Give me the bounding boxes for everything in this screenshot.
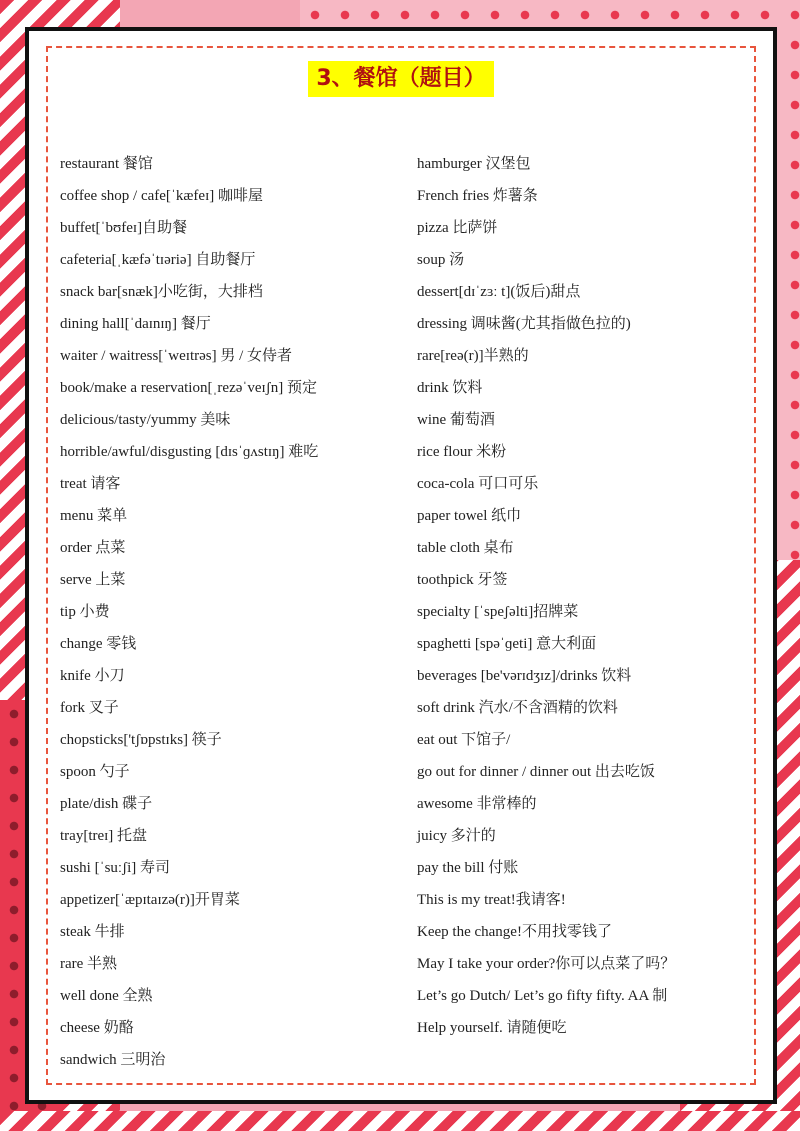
vocab-entry: rice flour 米粉 [417,444,507,460]
vocab-entry: dining hall[ˈdaɪnɪŋ] 餐厅 [60,316,211,332]
page-title: 3、餐馆（题目） [308,61,493,97]
vocab-entry: Help yourself. 请随便吃 [417,1020,567,1036]
vocab-entry: awesome 非常棒的 [417,796,537,812]
vocab-entry: chopsticks['tʃɒpstɪks] 筷子 [60,732,222,748]
vocab-entry: knife 小刀 [60,668,125,684]
vocab-entry: This is my treat!我请客! [417,892,566,908]
vocab-entry: hamburger 汉堡包 [417,156,531,172]
vocab-entry: coca-cola 可口可乐 [417,476,539,492]
vocab-entry: tip 小费 [60,604,110,620]
vocab-entry: cafeteria[ˌkæfəˈtɪəriə] 自助餐厅 [60,252,256,268]
vocab-entry: dressing 调味酱(尤其指做色拉的) [417,316,631,332]
vocab-entry: serve 上菜 [60,572,126,588]
vocab-entry: soup 汤 [417,252,465,268]
vocab-column-right [417,148,757,1044]
vocab-entry: tray[treɪ] 托盘 [60,828,148,844]
vocab-entry: steak 牛排 [60,924,125,940]
vocab-entry: plate/dish 碟子 [60,796,153,812]
vocab-entry: menu 菜单 [60,508,128,524]
vocab-entry: go out for dinner / dinner out 出去吃饭 [417,764,655,780]
vocab-entry: soft drink 汽水/不含酒精的饮料 [417,700,618,716]
vocab-entry: eat out 下馆子/ [417,732,511,748]
vocab-entry: Let’s go Dutch/ Let’s go fifty fifty. AA 制 [417,988,668,1004]
vocab-entry: toothpick 牙签 [417,572,508,588]
vocab-entry: drink 饮料 [417,380,483,396]
vocab-entry: order 点菜 [60,540,126,556]
vocab-entry: sushi [ˈsuːʃi] 寿司 [60,860,170,876]
vocab-entry: dessert[dɪˈzɜː t](饭后)甜点 [417,284,581,300]
vocab-entry: appetizer[ˈæpɪtaɪzə(r)]开胃菜 [60,892,240,908]
vocab-entry: French fries 炸薯条 [417,188,538,204]
vocab-entry: spoon 勺子 [60,764,130,780]
vocab-entry: delicious/tasty/yummy 美味 [60,412,231,428]
vocab-entry: pizza 比萨饼 [417,220,498,236]
vocab-entry: horrible/awful/disgusting [dɪsˈɡʌstɪŋ] 难吃 [60,444,319,460]
vocab-entry: restaurant 餐馆 [60,156,153,172]
vocab-entry: fork 叉子 [60,700,119,716]
vocab-entry: cheese 奶酪 [60,1020,134,1036]
vocab-entry: rare[reə(r)]半熟的 [417,348,529,364]
vocab-entry: Keep the change!不用找零钱了 [417,924,612,940]
vocab-entry: book/make a reservation[ˌrezəˈveɪʃn] 预定 [60,380,317,396]
vocab-entry: rare 半熟 [60,956,118,972]
vocab-entry: juicy 多汁的 [417,828,496,844]
vocab-entry: change 零钱 [60,636,137,652]
vocab-entry: spaghetti [spəˈɡeti] 意大利面 [417,636,597,652]
vocab-entry: waiter / waitress[ˈweɪtrəs] 男 / 女侍者 [60,348,293,364]
background-stripes-bottom [0,1111,800,1131]
vocab-entry: coffee shop / cafe[ˈkæfeɪ] 咖啡屋 [60,188,263,204]
vocab-entry: buffet[ˈbʊfeɪ]自助餐 [60,220,188,236]
vocab-entry: paper towel 纸巾 [417,508,522,524]
vocab-entry: beverages [be'vərɪdʒɪz]/drinks 饮料 [417,668,632,684]
vocab-entry: pay the bill 付账 [417,860,519,876]
vocab-entry: snack bar[snæk]小吃街，大排档 [60,284,263,300]
vocab-entry: sandwich 三明治 [60,1052,166,1068]
vocab-entry: well done 全熟 [60,988,153,1004]
vocab-entry: treat 请客 [60,476,121,492]
vocabulary-card [25,27,777,1104]
vocab-entry: wine 葡萄酒 [417,412,495,428]
vocab-entry: table cloth 桌布 [417,540,514,556]
vocab-entry: May I take your order?你可以点菜了吗？ [417,956,676,972]
vocab-entry: specialty [ˈspeʃəlti]招牌菜 [417,604,579,620]
vocab-column-left [60,148,400,1076]
